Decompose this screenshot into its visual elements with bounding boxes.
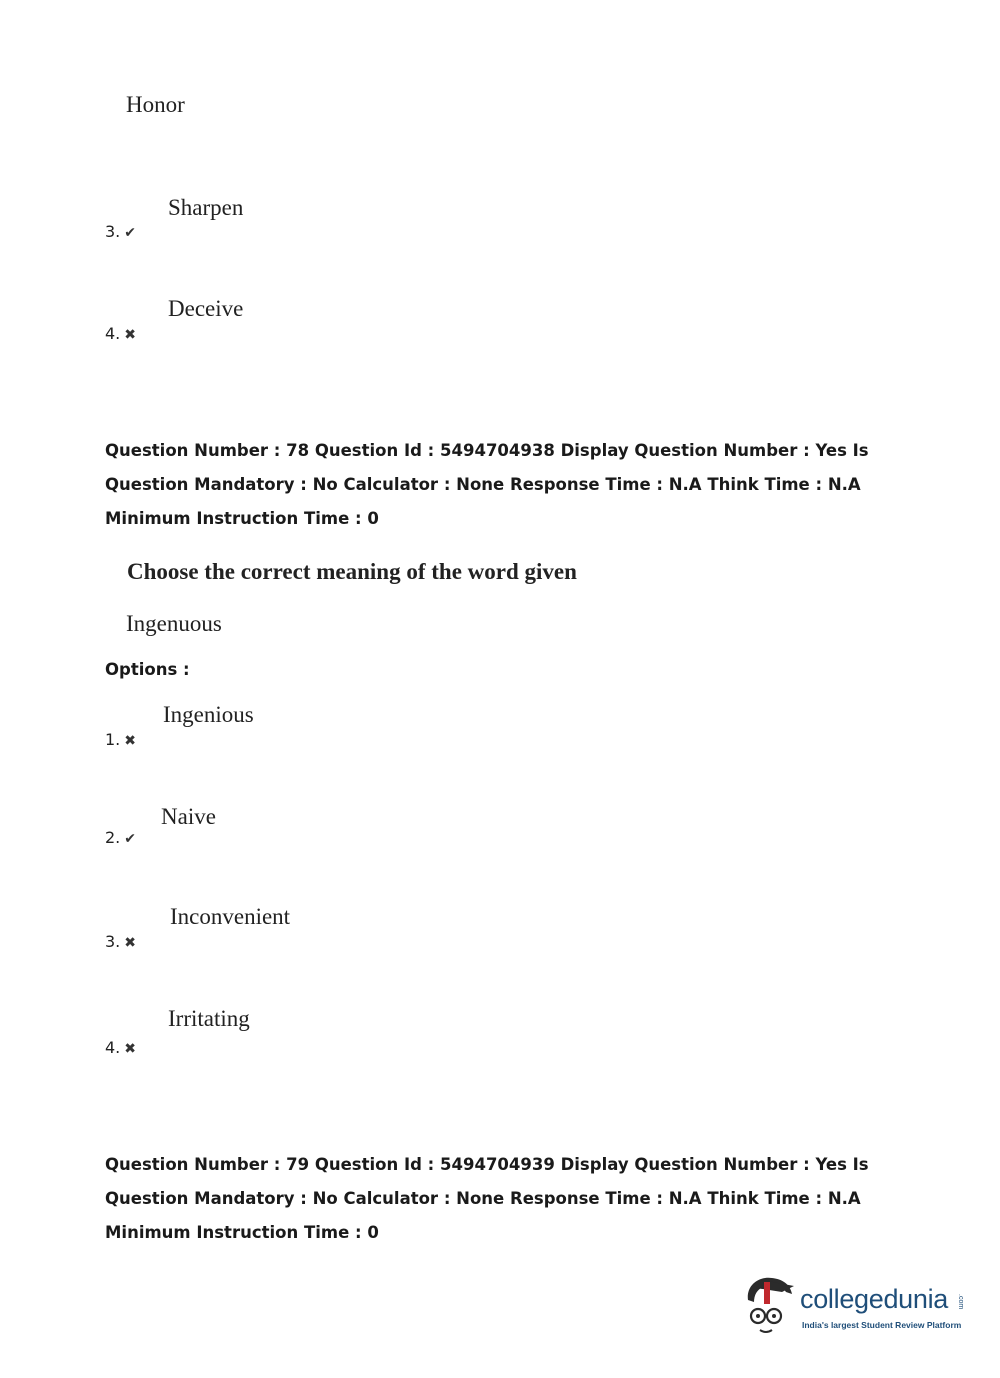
prev-option-3 — [105, 222, 136, 241]
options-label: Options : — [105, 660, 190, 679]
q78-option-1 — [105, 730, 136, 749]
option-number: 3. — [105, 932, 121, 951]
logo-tagline: India's largest Student Review Platform — [802, 1320, 962, 1330]
prev-option-3-text: Sharpen — [168, 195, 244, 220]
option-number: 2. — [105, 828, 121, 847]
logo-wordmark: collegedunia — [800, 1284, 949, 1314]
q78-option-2 — [105, 828, 136, 847]
q78-meta: Question Number : 78 Question Id : 5494704938 Display Question Number : Yes Is Question Mandatory : No Calculator : None Response Time : N.A Think Time : N.A Minimum Instruction Time : 0 — [105, 441, 869, 528]
option-number: 3. — [105, 222, 121, 241]
q78-option-2-text: Naive — [161, 804, 216, 829]
wrong-cross-icon: ✖ — [124, 1041, 136, 1057]
q78-option-3 — [105, 932, 136, 951]
q78-option-1-text: Ingenious — [163, 702, 254, 727]
q78-option-4 — [105, 1038, 136, 1057]
option-number: 4. — [105, 324, 121, 343]
logo-dotcom: .com — [957, 1294, 964, 1310]
option-number: 1. — [105, 730, 121, 749]
prev-option-4 — [105, 324, 136, 343]
q78-option-3-text: Inconvenient — [170, 904, 291, 929]
wrong-cross-icon: ✖ — [124, 327, 136, 343]
q78-word: Ingenuous — [126, 611, 222, 636]
wrong-cross-icon: ✖ — [124, 935, 136, 951]
q78-prompt: Choose the correct meaning of the word given — [127, 559, 577, 584]
prev-word: Honor — [126, 92, 185, 117]
wrong-cross-icon: ✖ — [124, 733, 136, 749]
q78-option-4-text: Irritating — [168, 1006, 250, 1031]
prev-option-4-text: Deceive — [168, 296, 244, 321]
correct-check-icon: ✔ — [124, 225, 136, 241]
option-number: 4. — [105, 1038, 121, 1057]
collegedunia-logo — [742, 1272, 972, 1342]
q79-meta: Question Number : 79 Question Id : 5494704939 Display Question Number : Yes Is Question Mandatory : No Calculator : None Response Time : N.A Think Time : N.A Minimum Instruction Time : 0 — [105, 1155, 869, 1242]
correct-check-icon: ✔ — [124, 831, 136, 847]
student-mascot-icon — [742, 1272, 802, 1342]
